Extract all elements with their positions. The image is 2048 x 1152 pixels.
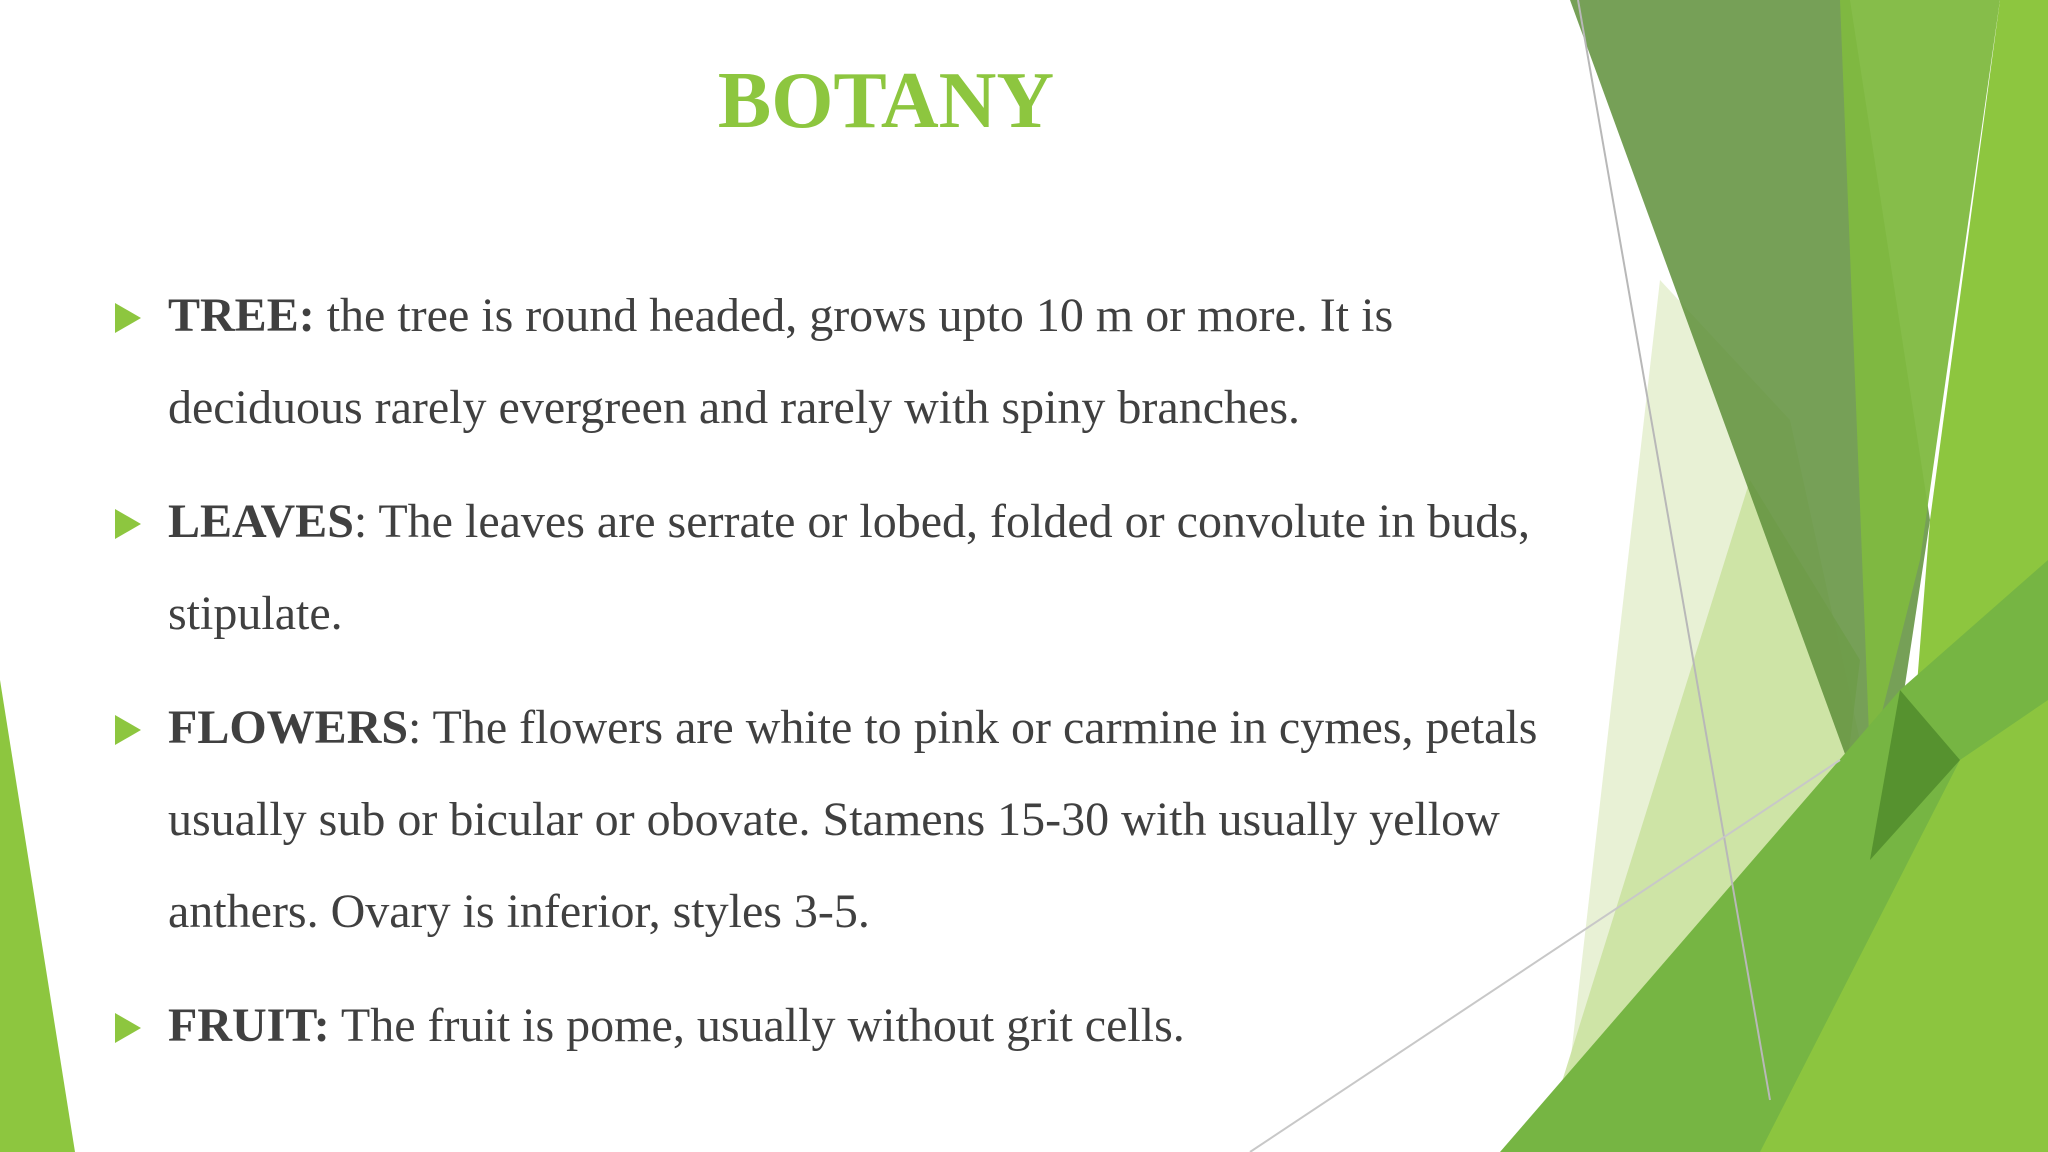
bullet-term-fruit: FRUIT:	[168, 999, 330, 1052]
triangle-bullet-icon	[115, 509, 141, 539]
left-green-sliver	[0, 680, 75, 1152]
slide-title: BOTANY	[717, 57, 1055, 145]
bullet-item-flowers	[112, 682, 1552, 958]
bullet-item-leaves	[112, 476, 1552, 660]
bullet-text-tree: the tree is round headed, grows upto 10 m or more. It is deciduous rarely evergreen and rarely with spiny branches.	[168, 289, 1394, 434]
bullet-term-flowers: FLOWERS	[168, 701, 409, 754]
triangle-bullet-icon	[115, 303, 141, 333]
bullet-item-fruit	[112, 980, 1552, 1072]
bullet-text-flowers: : The flowers are white to pink or carmine in cymes, petals usually sub or bicular or obovate. Stamens 15-30 with usually yellow anthers. Ovary is inferior, styles 3-5.	[168, 701, 1538, 938]
triangle-bullet-icon	[115, 715, 141, 745]
bullet-text-fruit: The fruit is pome, usually without grit cells.	[329, 999, 1185, 1052]
bullet-item-tree	[112, 270, 1552, 454]
bullet-text-leaves: : The leaves are serrate or lobed, folded or convolute in buds, stipulate.	[168, 495, 1530, 640]
bullet-term-tree: TREE:	[168, 289, 315, 342]
triangle-bullet-icon	[115, 1013, 141, 1043]
bullet-list	[112, 270, 1552, 1094]
bullet-term-leaves: LEAVES	[168, 495, 354, 548]
